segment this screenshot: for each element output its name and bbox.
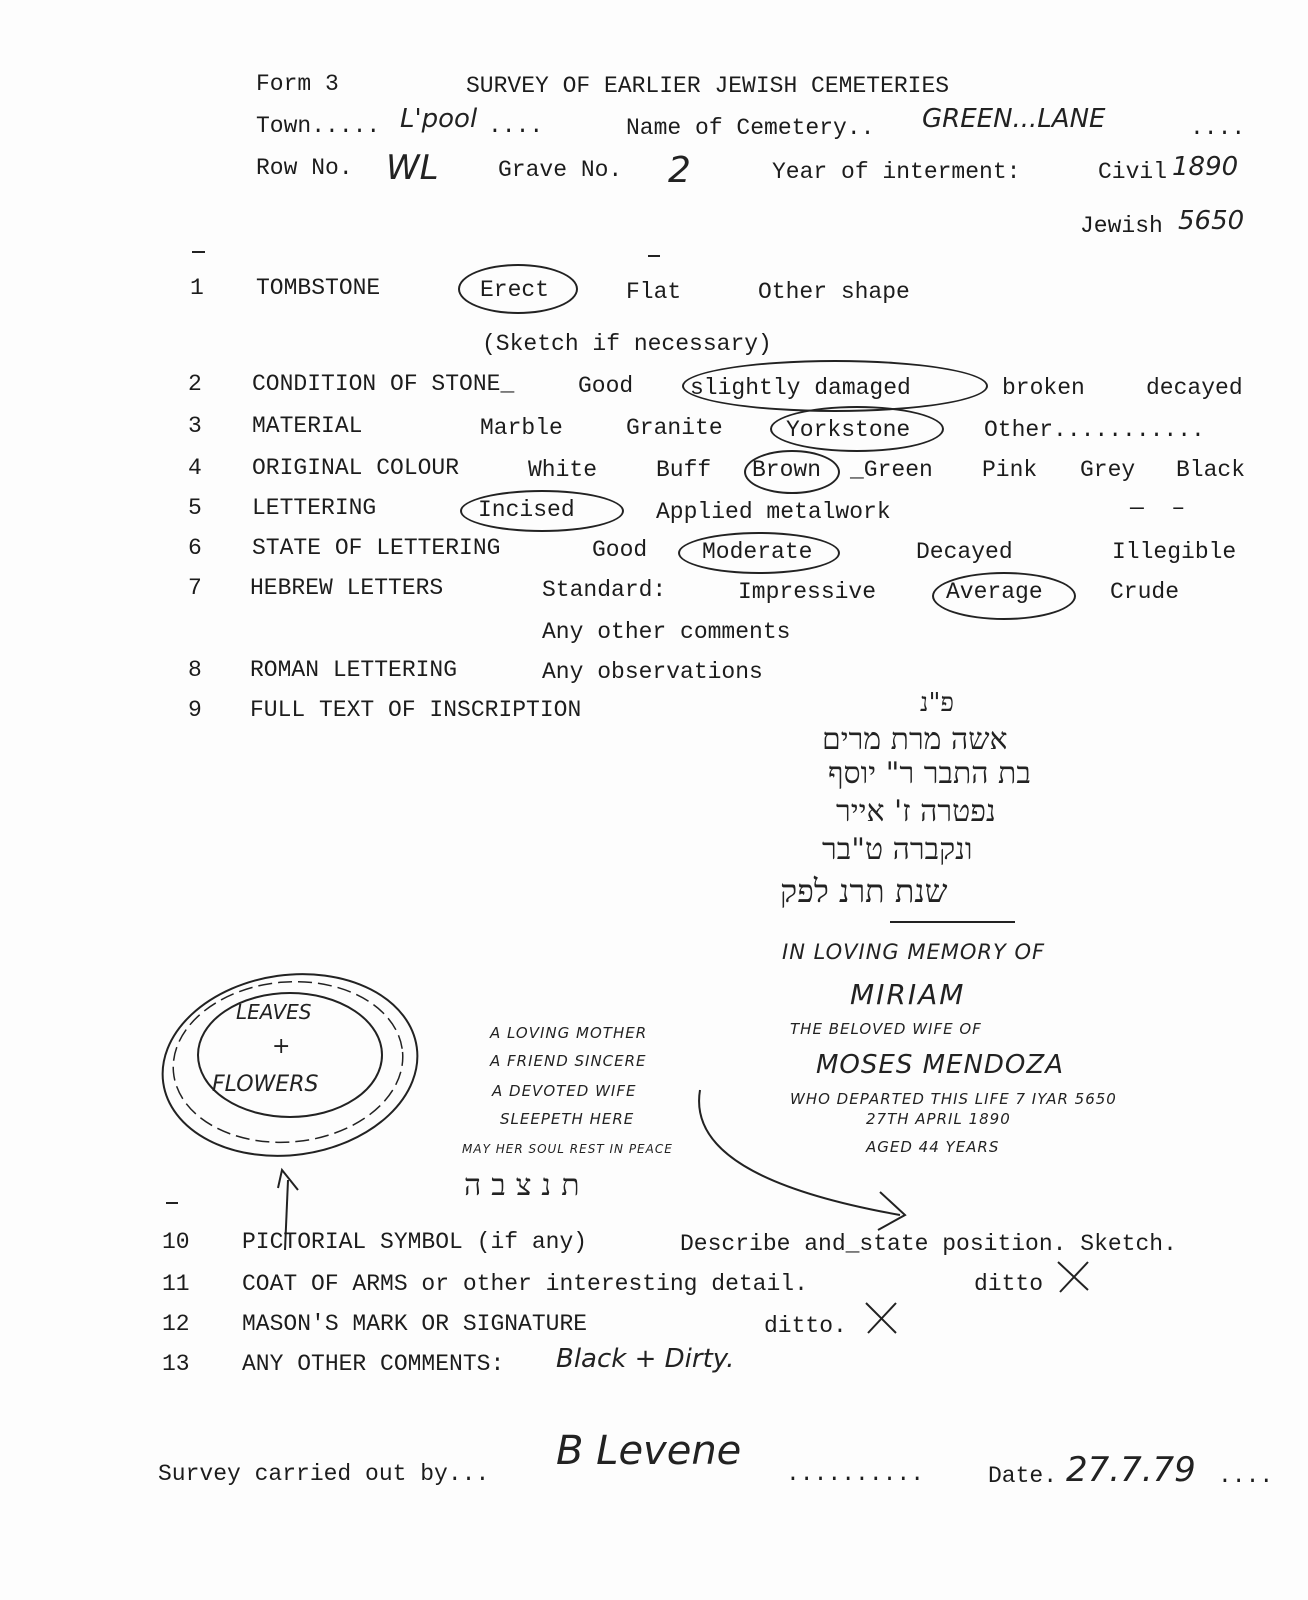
verse-line-3: A DEVOTED WIFE — [492, 1082, 637, 1100]
item-number-4: 4 — [188, 455, 202, 481]
roman-lettering-label: ROMAN LETTERING — [250, 657, 458, 683]
cemetery-dots: .... — [1190, 115, 1246, 141]
grave-label: Grave No. — [498, 157, 623, 183]
hebrew-option-average: Average — [946, 579, 1043, 605]
jewish-value: 5650 — [1178, 206, 1245, 236]
inscription-english-line-5: WHO DEPARTED THIS LIFE 7 IYAR 5650 — [790, 1090, 1117, 1108]
inscription-english-line-4: MOSES MENDOZA — [816, 1050, 1064, 1080]
date-value: 27.7.79 — [1066, 1450, 1196, 1490]
condition-label: CONDITION OF STONE_ — [252, 371, 515, 397]
tombstone-option-flat: Flat — [626, 279, 682, 305]
civil-label: Civil — [1098, 159, 1168, 185]
coat-of-arms-ditto: ditto — [974, 1271, 1044, 1297]
item-number-1: 1 — [190, 275, 204, 301]
lettering-option-incised: Incised — [478, 497, 575, 523]
item-number-13: 13 — [162, 1351, 190, 1377]
state-label: STATE OF LETTERING — [252, 535, 501, 561]
surveyor-signature: B Levene — [556, 1428, 742, 1474]
condition-option-slightly-damaged: slightly damaged — [690, 375, 911, 401]
town-label: Town..... — [256, 113, 381, 139]
full-text-label: FULL TEXT OF INSCRIPTION — [250, 697, 582, 723]
hebrew-standard-label: Standard: — [542, 577, 667, 603]
wreath-text-line-1: LEAVES — [236, 1000, 312, 1024]
inscription-english-line-6: 27TH APRIL 1890 — [866, 1110, 1011, 1128]
roman-observations: Any observations — [542, 659, 763, 685]
verse-hebrew-abbreviation: תנצבה — [464, 1168, 590, 1203]
colour-option-buff: Buff — [656, 457, 712, 483]
colour-label: ORIGINAL COLOUR — [252, 455, 460, 481]
verse-line-1: A LOVING MOTHER — [490, 1024, 648, 1042]
item-number-12: 12 — [162, 1311, 190, 1337]
inscription-hebrew-line-6: שנת תרנ לפק — [780, 872, 948, 910]
row-value: WL — [386, 148, 439, 188]
material-option-granite: Granite — [626, 415, 723, 441]
wreath-text-line-3: FLOWERS — [212, 1072, 319, 1097]
survey-by-dots: .......... — [786, 1461, 925, 1487]
survey-by-label: Survey carried out by... — [158, 1461, 490, 1487]
form-title: SURVEY OF EARLIER JEWISH CEMETERIES — [466, 73, 950, 99]
material-option-yorkstone: Yorkstone — [786, 417, 911, 443]
inscription-hebrew-line-4: נפטרה ז' אייר — [836, 794, 996, 829]
inscription-hebrew-line-3: בת התבר ר" יוסף — [828, 756, 1031, 791]
item-number-10: 10 — [162, 1229, 190, 1255]
lettering-option-applied: Applied metalwork — [656, 499, 891, 525]
hebrew-other-comments: Any other comments — [542, 619, 791, 645]
inscription-english-line-3: THE BELOVED WIFE OF — [790, 1020, 982, 1038]
row-label: Row No. — [256, 155, 353, 181]
state-option-moderate: Moderate — [702, 539, 813, 565]
masons-mark-label: MASON'S MARK OR SIGNATURE — [242, 1311, 588, 1337]
state-option-illegible: Illegible — [1112, 539, 1237, 565]
hebrew-letters-label: HEBREW LETTERS — [250, 575, 444, 601]
cemetery-label: Name of Cemetery.. — [626, 115, 875, 141]
pictorial-symbol-label: PICTORIAL SYMBOL (if any) — [242, 1229, 588, 1255]
condition-option-broken: broken — [1002, 375, 1085, 401]
colour-option-brown: Brown — [752, 457, 822, 483]
inscription-english-line-2: MIRIAM — [850, 978, 966, 1011]
inscription-hebrew-line-2: אשה מרת מרים — [822, 722, 1008, 757]
tombstone-option-other: Other shape — [758, 279, 910, 305]
material-option-other: Other........... — [984, 417, 1205, 443]
tombstone-option-erect: Erect — [480, 277, 550, 303]
hebrew-option-impressive: Impressive — [738, 579, 877, 605]
colour-option-green: _Green — [850, 457, 933, 483]
state-option-decayed: Decayed — [916, 539, 1013, 565]
cemetery-value: GREEN...LANE — [922, 104, 1106, 134]
inscription-hebrew-line-1: פ"נ — [920, 688, 955, 718]
material-option-marble: Marble — [480, 415, 563, 441]
grave-value: 2 — [668, 150, 691, 191]
inscription-hebrew-line-5: ונקברה ט"בר — [822, 832, 973, 867]
verse-line-5: MAY HER SOUL REST IN PEACE — [462, 1142, 673, 1156]
item-number-9: 9 — [188, 697, 202, 723]
date-dots: .... — [1218, 1463, 1274, 1489]
verse-line-2: A FRIEND SINCERE — [490, 1052, 647, 1070]
colour-option-white: White — [528, 457, 598, 483]
colour-option-grey: Grey — [1080, 457, 1136, 483]
town-value: L'pool — [400, 104, 478, 134]
item-number-3: 3 — [188, 413, 202, 439]
state-option-good: Good — [592, 537, 648, 563]
item-number-7: 7 — [188, 575, 202, 601]
sketch-note: (Sketch if necessary) — [482, 331, 772, 357]
item-number-6: 6 — [188, 535, 202, 561]
date-label: Date. — [988, 1463, 1058, 1489]
verse-line-4: SLEEPETH HERE — [500, 1110, 635, 1128]
lettering-label: LETTERING — [252, 495, 377, 521]
civil-value: 1890 — [1172, 152, 1239, 182]
inscription-english-line-1: IN LOVING MEMORY OF — [782, 940, 1046, 964]
lettering-dashes: — – — [1130, 495, 1186, 521]
colour-option-pink: Pink — [982, 457, 1038, 483]
item-number-2: 2 — [188, 371, 202, 397]
pictorial-symbol-description: Describe and_state position. Sketch. — [680, 1231, 1177, 1257]
form-number: Form 3 — [256, 71, 339, 97]
other-comments-value: Black + Dirty. — [556, 1344, 735, 1374]
wreath-text-line-2: + — [272, 1034, 291, 1059]
item-number-5: 5 — [188, 495, 202, 521]
inscription-english-line-7: AGED 44 YEARS — [866, 1138, 1000, 1156]
colour-option-black: Black — [1176, 457, 1246, 483]
year-label: Year of interment: — [772, 159, 1021, 185]
tombstone-label: TOMBSTONE — [256, 275, 381, 301]
other-comments-label: ANY OTHER COMMENTS: — [242, 1351, 505, 1377]
item-number-11: 11 — [162, 1271, 190, 1297]
condition-option-good: Good — [578, 373, 634, 399]
coat-of-arms-label: COAT OF ARMS or other interesting detail. — [242, 1271, 808, 1297]
town-dots: .... — [488, 113, 544, 139]
masons-mark-ditto: ditto. — [764, 1313, 847, 1339]
material-label: MATERIAL — [252, 413, 363, 439]
hebrew-option-crude: Crude — [1110, 579, 1180, 605]
jewish-label: Jewish — [1080, 213, 1163, 239]
condition-option-decayed: decayed — [1146, 375, 1243, 401]
item-number-8: 8 — [188, 657, 202, 683]
